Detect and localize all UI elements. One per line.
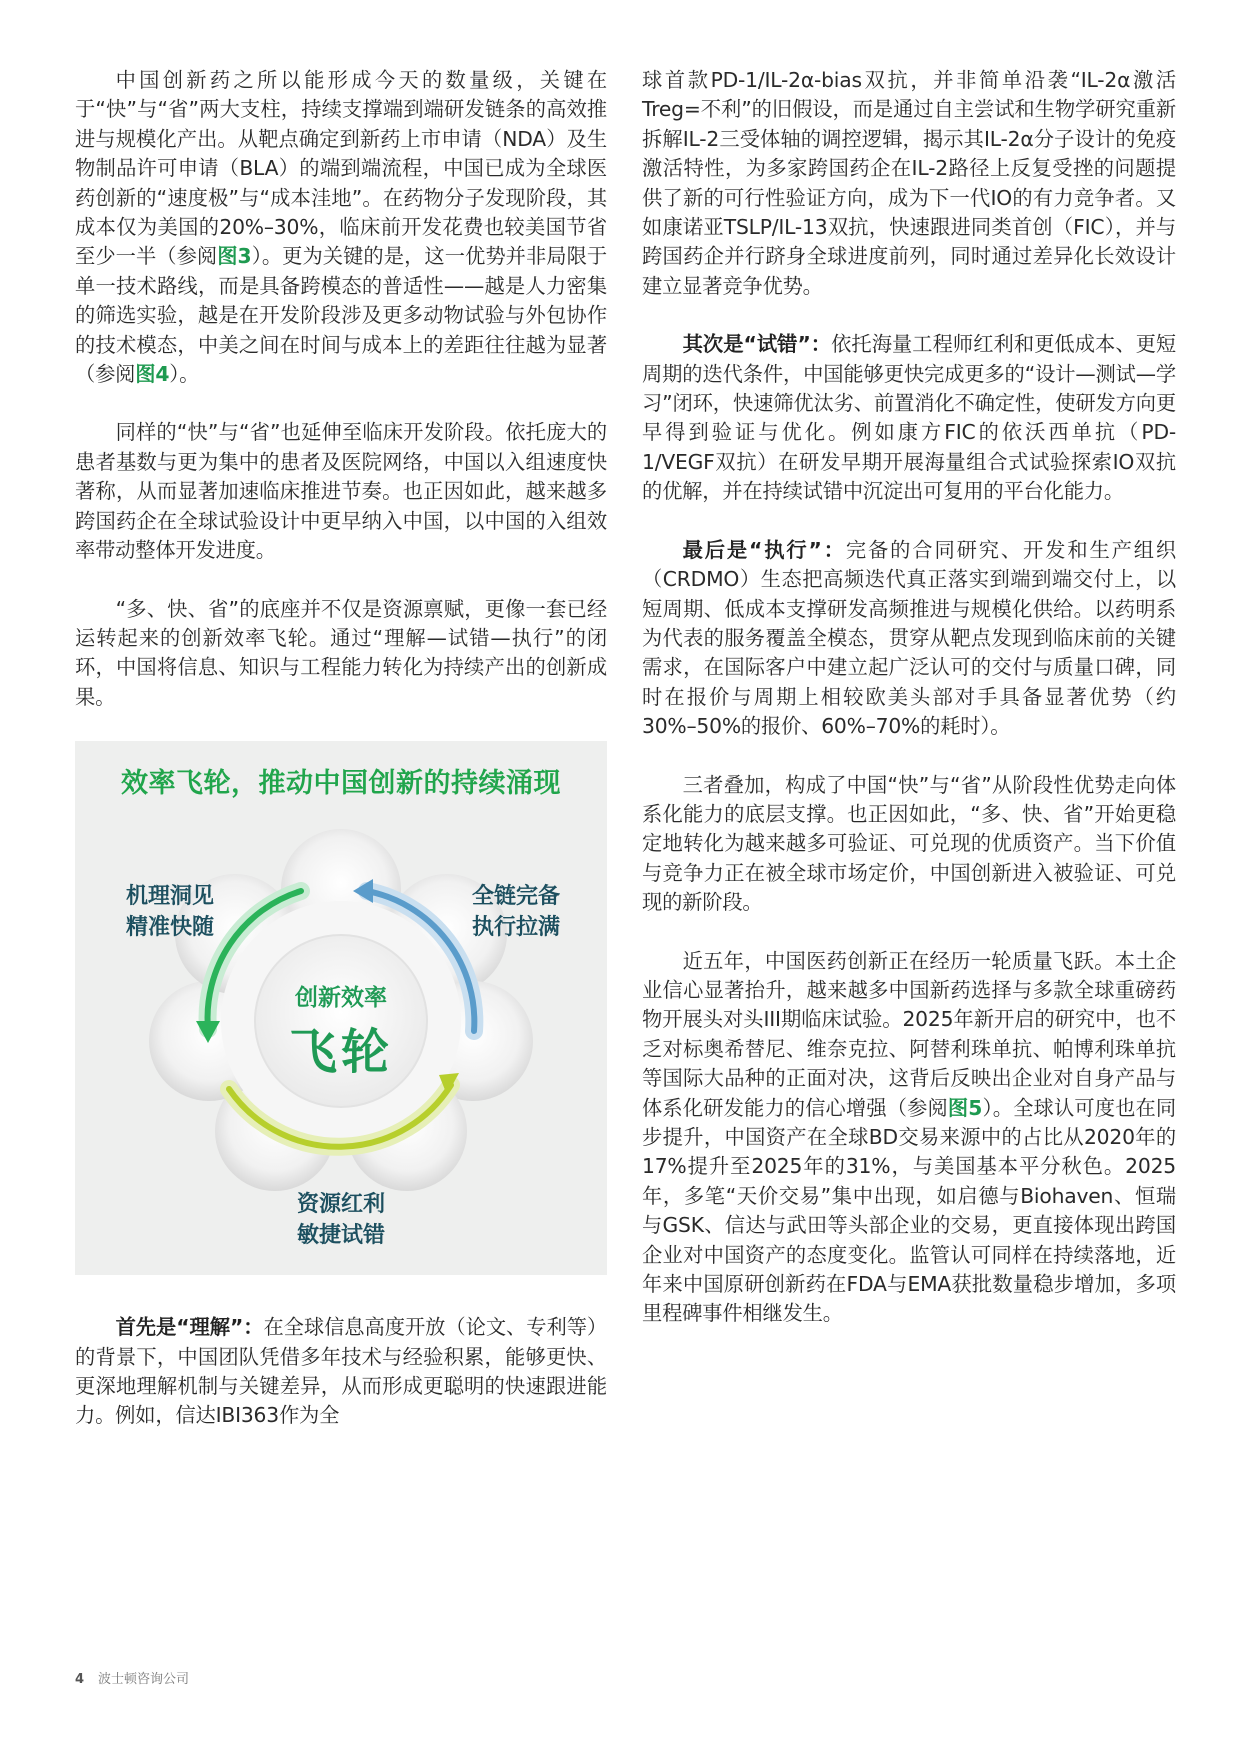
paragraph-text: 依托海量工程师红利和更低成本、更短周期的迭代条件，中国能够更快完成更多的“设计—测试—学习”闭环，快速筛优汰劣、前置消化不确定性，使研发方向更早得到验证与优化。例如康方FIC的依沃西单抗（PD-1/VEGF双抗）在研发早期开展海量组合式试验探索IO双抗的优解，并在持续试错中沉淀出可复用的平台化能力。 — [642, 332, 1177, 504]
paragraph-text: 在全球信息高度开放（论文、专利等）的背景下，中国团队凭借多年技术与经验积累，能够更快、更深地理解机制与关键差异，从而形成更聪明的快速跟进能力。例如，信达IBI363作为全 — [75, 1315, 607, 1428]
paragraph-understanding — [75, 1313, 607, 1431]
label-line: 执行拉满 — [471, 915, 560, 941]
label-mechanism-insight — [105, 881, 235, 943]
center-title: 飞轮 — [288, 1024, 393, 1081]
paragraph-trial-error — [642, 330, 1176, 506]
lead-phrase: 其次是“试错”： — [682, 332, 832, 357]
paragraph-text: ）。 — [169, 362, 200, 387]
paragraph-five-years — [642, 947, 1176, 1329]
figure-5-link[interactable]: 图5 — [947, 1095, 983, 1120]
company-name: 波士顿咨询公司 — [98, 1672, 190, 1687]
paragraph-text: 完备的合同研究、开发和生产组织（CRDMO）生态把高频迭代真正落实到端到端交付上，以短周期、低成本支撑研发高频推进与规模化供给。以药明系为代表的服务覆盖全模态，贯穿从靶点发现到临床前的关键需求，在国际客户中建立起广泛认可的交付与质量口碑，同时在报价与周期上相较欧美头部对手具备显著优势（约30%–50%的报价、60%–70%的耗时）。 — [642, 537, 1176, 739]
paragraph-continued: 球首款PD-1/IL-2α-bias双抗，并非简单沿袭“IL-2α激活Treg=不利”的旧假设，而是通过自主尝试和生物学研究重新拆解IL-2三受体轴的调控逻辑，揭示其IL-2α分子设计的免疫激活特性，为多家跨国药企在IL-2路径上反复受挫的问题提供了新的可行性验证方向，成为下一代IO的有力竞争者。又如康诺亚TSLP/IL-13双抗，快速跟进同类首创（FIC），并与跨国药企并行跻身全球进度前列，同时通过差异化长效设计建立显著竞争优势。 — [642, 68, 1176, 298]
flywheel-figure — [75, 741, 607, 1275]
paragraph-text: 中国创新药之所以能形成今天的数量级，关键在于“快”与“省”两大支柱，持续支撑端到端研发链条的高效推进与规模化产出。从靶点确定到新药上市申请（NDA）及生物制品许可申请（BLA）的端到端流程，中国已成为全球医药创新的“速度极”与“成本洼地”。在药物分子发现阶段，其成本仅为美国的20%–30%，临床前开发花费也较美国节省至少一半（参阅 — [75, 68, 607, 269]
figure-title: 效率飞轮，推动中国创新的持续涌现 — [121, 768, 561, 800]
label-line: 资源红利 — [296, 1192, 385, 1218]
paragraph-execution — [642, 536, 1176, 742]
paragraph-intro — [75, 66, 607, 389]
label-resource-dividend — [275, 1189, 407, 1251]
page-number: 4 — [75, 1672, 85, 1687]
page-footer — [75, 1668, 189, 1687]
lead-phrase: 最后是“执行”： — [682, 537, 846, 562]
lead-phrase: 首先是“理解”： — [115, 1315, 264, 1340]
paragraph-text: ）。全球认可度也在同步提升，中国资产在全球BD交易来源中的占比从2020年的17%提升至2025年的31%，与美国基本平分秋色。2025年，多笔“天价交易”集中出现，如启德与Biohaven、恒瑞与GSK、信达与武田等头部企业的交易，更直接体现出跨国企业对中国资产的态度变化。监管认可同样在持续落地，近年来中国原研创新药在FDA与EMA获批数量稳步增加，多项里程碑事件相继发生。 — [642, 1095, 1176, 1326]
right-column — [642, 66, 1176, 1358]
label-line: 机理洞见 — [125, 884, 214, 910]
figure-4-link[interactable]: 图4 — [135, 362, 170, 387]
center-subtitle: 创新效率 — [295, 985, 387, 1012]
label-line: 精准快随 — [125, 915, 214, 941]
paragraph-text: 近五年，中国医药创新正在经历一轮质量飞跃。本土企业信心显著抬升，越来越多中国新药选择与多款全球重磅药物开展头对头III期临床试验。2025年新开启的研究中，也不乏对标奥希替尼、维奈克拉、阿替利珠单抗、帕博利珠单抗等国际大品种的正面对决，这背后反映出企业对自身产品与体系化研发能力的信心增强（参阅 — [642, 948, 1176, 1120]
label-line: 全链完备 — [471, 884, 560, 910]
figure-3-link[interactable]: 图3 — [217, 244, 252, 269]
label-full-chain — [451, 881, 581, 943]
label-line: 敏捷试错 — [296, 1223, 385, 1249]
paragraph-clinical: 同样的“快”与“省”也延伸至临床开发阶段。依托庞大的患者基数与更为集中的患者及医院网络，中国以入组速度快著称，从而显著加速临床推进节奏。也正因如此，越来越多跨国药企在全球试验设计中更早纳入中国，以中国的入组效率带动整体开发进度。 — [75, 420, 607, 563]
left-column — [75, 66, 607, 1460]
paragraph-flywheel: “多、快、省”的底座并不仅是资源禀赋，更像一套已经运转起来的创新效率飞轮。通过“理解—试错—执行”的闭环，中国将信息、知识与工程能力转化为持续产出的创新成果。 — [75, 596, 607, 709]
paragraph-text: ）。更为关键的是，这一优势并非局限于单一技术路线，而是具备跨模态的普适性——越是人力密集的筛选实验，越是在开发阶段涉及更多动物试验与外包协作的技术模态，中美之间在时间与成本上的差距往往越为显著（参阅 — [75, 244, 607, 387]
paragraph-combined: 三者叠加，构成了中国“快”与“省”从阶段性优势走向体系化能力的底层支撑。也正因如此，“多、快、省”开始更稳定地转化为越来越多可验证、可兑现的优质资产。当下价值与竞争力正在被全球市场定价，中国创新进入被验证、可兑现的新阶段。 — [642, 772, 1176, 915]
